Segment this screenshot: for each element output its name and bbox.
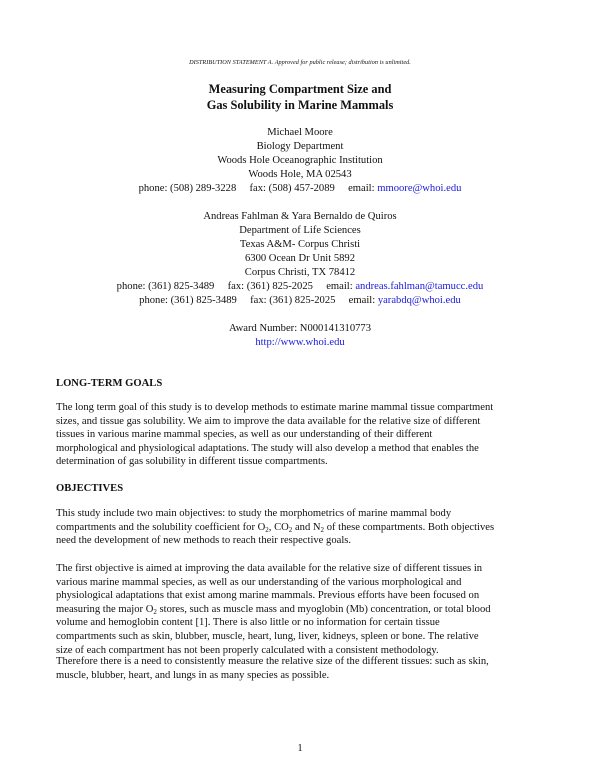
author1-name: Michael Moore [267,127,333,138]
author2-names: Andreas Fahlman & Yara Bernaldo de Quiros [203,211,397,222]
goals-line-3: tissues in various marine mammal species, as well as our understanding of their different [56,429,433,441]
author1-phone: phone: (508) 289-3228 [138,183,237,194]
obj-p1-line-2-b: , CO [268,521,289,533]
objectives-heading: OBJECTIVES [56,483,124,494]
goals-line-5: determination of gas solubility in different tissue compartments. [56,456,328,468]
author2-address-2: Corpus Christi, TX 78412 [244,267,356,278]
obj-p1-line-2-d: of these compartments. Both objectives [324,521,495,533]
paper-title-line-1: Measuring Compartment Size and [208,82,392,96]
author2-address-1: 6300 Ocean Dr Unit 5892 [244,253,356,264]
obj-p2-line-4-b: stores, such as muscle mass and myoglobin (Mb) concentration, or total blood [156,603,491,615]
obj-p1-line-2-a: compartments and the solubility coefficient for O [56,521,266,533]
subscript-2: 2 [288,525,293,534]
long-term-goals-heading: LONG-TERM GOALS [56,378,163,389]
goals-line-4: morphological and physiological adaptations. The study will also develop a method that enables the [56,442,479,454]
award-url-link[interactable]: http://www.whoi.edu [255,337,345,348]
long-term-goals-paragraph [56,401,548,469]
author2-dept: Department of Life Sciences [239,225,361,236]
distribution-statement [0,56,600,70]
author2-fax-2: fax: (361) 825-2025 [250,295,336,306]
page-number: 1 [297,743,303,754]
objectives-paragraph-3 [56,655,548,682]
subscript-2: 2 [265,525,269,534]
goals-line-2: sizes, and tissue gas solubility. We aim to improve the data available for the relative size of different [56,415,481,427]
author1-email-label: email: [348,183,375,194]
author2-phone-1: phone: (361) 825-3489 [116,281,215,292]
author2-email-link-2[interactable]: yarabdq@whoi.edu [377,295,461,306]
objectives-paragraph-2 [56,562,548,657]
distribution-rest: Approved for public release; distribution is unlimited. [274,59,411,66]
obj-p1-line-3: need the development of new methods to reach their respective goals. [56,535,352,547]
author1-institution: Woods Hole Oceanographic Institution [217,155,383,166]
author1-address: Woods Hole, MA 02543 [248,169,352,180]
author2-email-label-1: email: [326,281,353,292]
award-number: Award Number: N000141310773 [228,323,372,334]
subscript-2: 2 [153,607,157,616]
obj-p2-line-3: physiological adaptations that exist among marine mammals. Previous efforts have been focused on [56,590,480,602]
obj-p2-line-4 [56,603,548,617]
objectives-paragraph-1 [56,507,548,548]
author1-contact [0,182,600,196]
obj-p1-line-1: This study include two main objectives: to study the morphometrics of marine mammal body [56,508,452,519]
obj-p2-line-4-a: measuring the major O [56,603,154,615]
author2-email-link-1[interactable]: andreas.fahlman@tamucc.edu [355,281,484,292]
obj-p1-line-2-c: and N [292,521,321,533]
author2-contact-1 [0,280,600,294]
author1-email-link[interactable]: mmoore@whoi.edu [377,183,462,194]
obj-p2-line-5: volume and hemoglobin content [1]. There is also little or no information for certain tissue [56,617,440,629]
obj-p2-line-6: compartments such as skin, blubber, muscle, heart, lung, liver, kidneys, spleen or bone. The relative [56,630,479,642]
obj-p3-line-1: Therefore there is a need to consistently measure the relative size of the different tissues: such as skin, [56,656,489,667]
subscript-2: 2 [320,525,325,534]
author2-institution: Texas A&M- Corpus Christi [239,239,361,250]
author2-phone-2: phone: (361) 825-3489 [139,295,237,306]
obj-p2-line-1: The first objective is aimed at improving the data available for the relative size of different tissues in [56,563,483,574]
author2-fax-1: fax: (361) 825-2025 [227,281,313,292]
distribution-lead: DISTRIBUTION STATEMENT A. [189,59,274,66]
obj-p2-line-2: various marine mammal species, as well as our understanding of the various morphological and [56,576,462,588]
obj-p3-line-2: muscle, blubber, heart, and lungs in as many species as possible. [56,669,330,681]
obj-p1-line-2 [56,521,548,535]
paper-title-line-2: Gas Solubility in Marine Mammals [206,98,394,112]
author1-fax: fax: (508) 457-2089 [249,183,335,194]
obj-p2-line-7: size of each compartment has not been properly calculated with a consistent methodology. [56,644,439,656]
goals-line-1: The long term goal of this study is to develop methods to estimate marine mammal tissue compartment [56,402,494,413]
author1-dept: Biology Department [256,141,344,152]
author2-contact-2 [0,294,600,308]
author2-email-label-2: email: [348,295,376,306]
